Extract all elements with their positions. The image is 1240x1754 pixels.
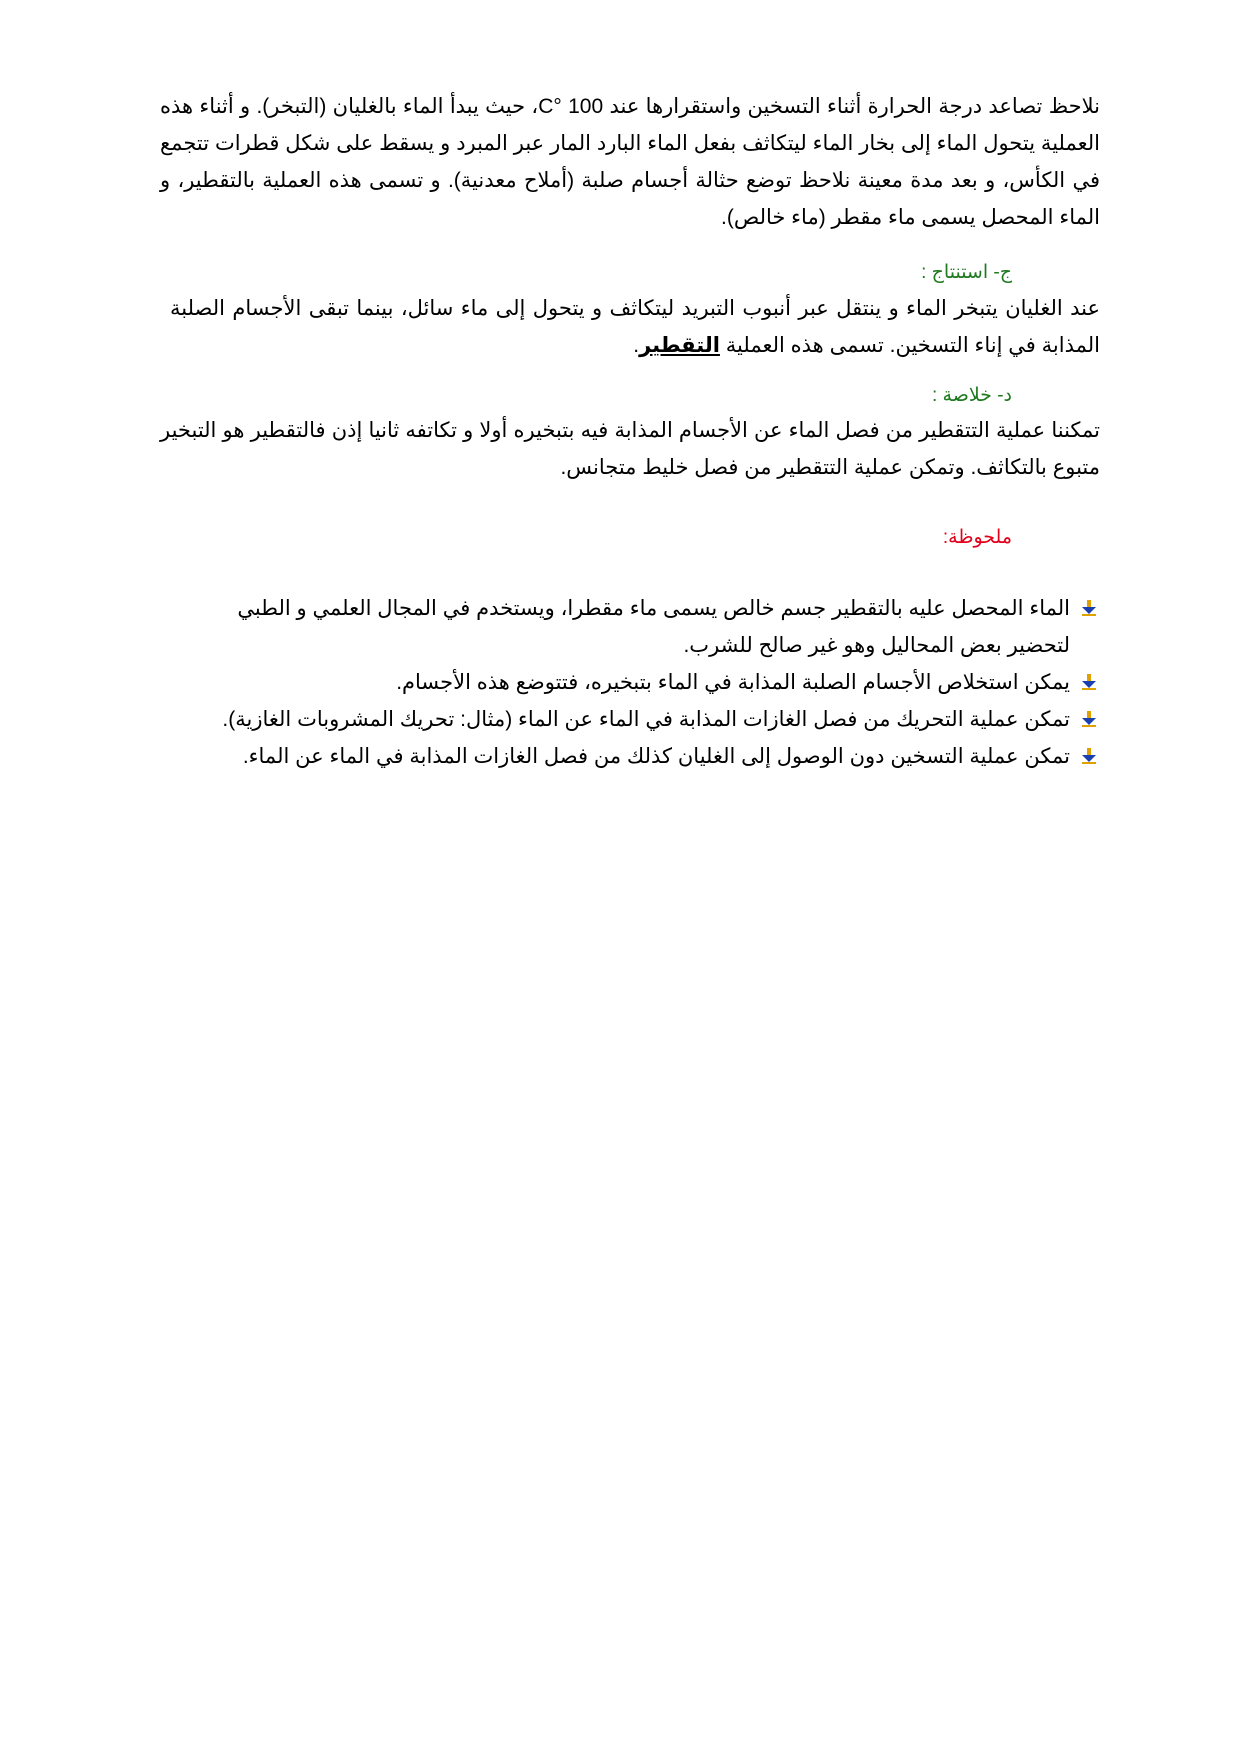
note-heading: ملحوظة: — [942, 527, 1012, 548]
down-arrow-bullet-icon — [1080, 599, 1098, 617]
list-item — [140, 664, 1100, 701]
summary-heading: د- خلاصة : — [931, 385, 1012, 406]
conclusion-text: عند الغليان يتبخر الماء و ينتقل عبر أنبوب التبريد ليتكاثف و يتحول إلى ماء سائل، بينما تبقى الأجسام الصلبة المذابة في إناء التسخين. تسمى هذه العملية — [170, 297, 1100, 357]
intro-paragraph: نلاحظ تصاعد درجة الحرارة أثناء التسخين واستقرارها عند 100 °C، حيث يبدأ الماء بالغليان (التبخر). و أثناء هذه العملية يتحول الماء إلى بخار الماء ليتكاثف بفعل الماء البارد المار عبر المبرد و يسقط على شكل قطرات تتجمع في الكأس، و بعد مدة معينة نلاحظ توضع حثالة أجسام صلبة (أملاح معدنية). و تسمى هذه العملية بالتقطير، و الماء المحصل يسمى ماء مقطر (ماء خالص). — [160, 95, 1100, 229]
note-text: يمكن استخلاص الأجسام الصلبة المذابة في الماء بتبخيره، فتتوضع هذه الأجسام. — [396, 671, 1070, 694]
note-text: الماء المحصل عليه بالتقطير جسم خالص يسمى ماء مقطرا، ويستخدم في المجال العلمي و الطبي لتحضير بعض المحاليل وهو غير صالح للشرب. — [237, 597, 1070, 657]
conclusion-keyword: التقطير — [639, 334, 720, 357]
down-arrow-bullet-icon — [1080, 747, 1098, 765]
conclusion-heading: ج- استنتاج : — [921, 262, 1012, 283]
down-arrow-bullet-icon — [1080, 710, 1098, 728]
note-text: تمكن عملية التحريك من فصل الغازات المذابة في الماء عن الماء (مثال: تحريك المشروبات الغازية). — [222, 708, 1070, 731]
notes-list — [140, 590, 1100, 775]
down-arrow-bullet-icon — [1080, 673, 1098, 691]
conclusion-period: . — [633, 334, 640, 357]
list-item — [140, 738, 1100, 775]
list-item — [140, 701, 1100, 738]
list-item — [190, 590, 1100, 664]
note-text: تمكن عملية التسخين دون الوصول إلى الغليان كذلك من فصل الغازات المذابة في الماء عن الماء. — [242, 745, 1070, 768]
conclusion-paragraph — [170, 290, 1100, 364]
summary-paragraph: تمكننا عملية التتقطير من فصل الماء عن الأجسام المذابة فيه بتبخيره أولا و تكاتفه ثانيا إذن فالتقطير هو التبخير متبوع بالتكاثف. وتمكن عملية التتقطير من فصل خليط متجانس. — [160, 419, 1100, 479]
